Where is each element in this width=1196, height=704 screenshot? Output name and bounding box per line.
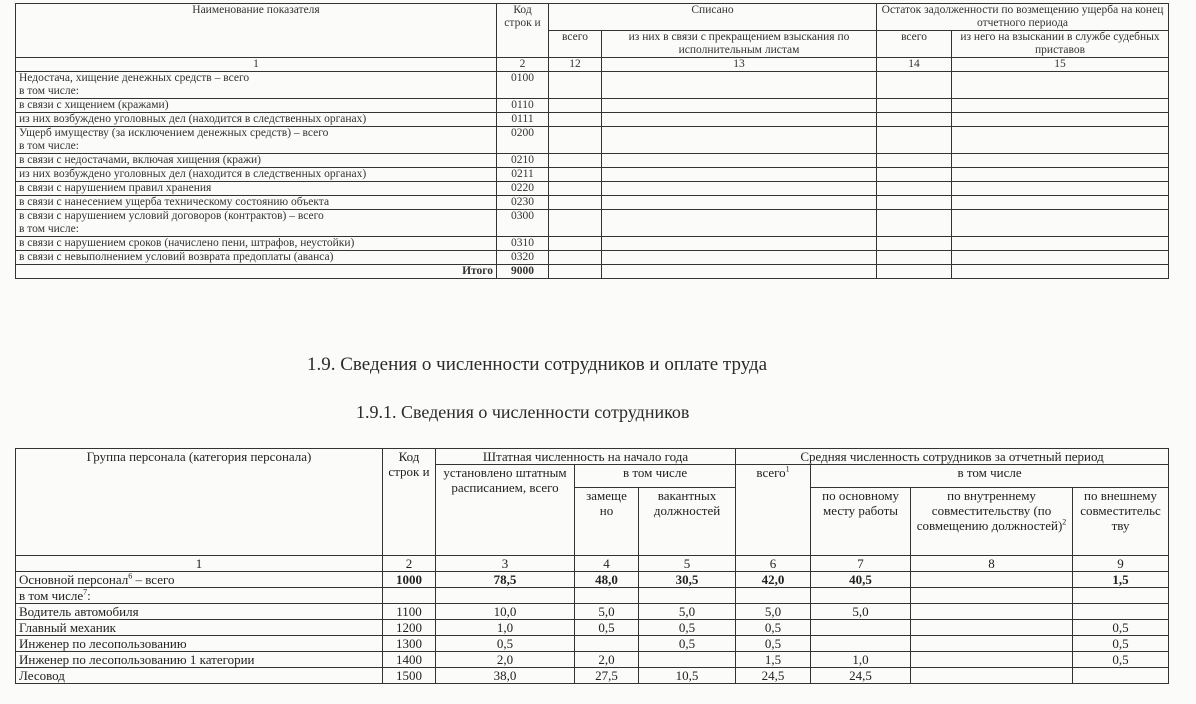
header-row-code: Код строк и bbox=[383, 449, 436, 556]
cell bbox=[952, 127, 1169, 154]
row-name-text: Основной персонал bbox=[19, 572, 129, 587]
cell: 1,5 bbox=[1073, 572, 1169, 588]
cell bbox=[952, 265, 1169, 279]
cell bbox=[911, 620, 1073, 636]
header-row-code: Код строк и bbox=[497, 4, 549, 58]
cell: 0,5 bbox=[639, 636, 736, 652]
cell bbox=[911, 588, 1073, 604]
row-name: в связи с невыполнением условий возврата предоплаты (аванса) bbox=[16, 251, 497, 265]
cell bbox=[952, 196, 1169, 210]
column-numbers-row bbox=[16, 58, 1169, 72]
cell bbox=[952, 182, 1169, 196]
cell bbox=[877, 265, 952, 279]
cell bbox=[549, 113, 602, 127]
cell bbox=[549, 210, 602, 237]
cell: 48,0 bbox=[575, 572, 639, 588]
cell bbox=[602, 168, 877, 182]
cell bbox=[602, 210, 877, 237]
header-remaining-total: всего bbox=[877, 31, 952, 58]
row-name: Инженер по лесопользованию 1 категории bbox=[16, 652, 383, 668]
cell bbox=[736, 588, 811, 604]
total-code: 9000 bbox=[497, 265, 549, 279]
cell bbox=[952, 113, 1169, 127]
row-name-line: в связи с нарушением условий договоров (контрактов) – всего bbox=[19, 210, 324, 222]
row-name: из них возбуждено уголовных дел (находится в следственных органах) bbox=[16, 168, 497, 182]
row-name-line: в том числе: bbox=[19, 223, 79, 235]
cell bbox=[602, 127, 877, 154]
cell: 1,5 bbox=[736, 652, 811, 668]
column-number: 4 bbox=[575, 556, 639, 572]
cell bbox=[602, 196, 877, 210]
cell bbox=[911, 572, 1073, 588]
table-row bbox=[16, 182, 1169, 196]
cell bbox=[811, 636, 911, 652]
footnote-marker: 7 bbox=[83, 587, 88, 597]
cell bbox=[952, 72, 1169, 99]
row-name-line: в том числе: bbox=[19, 140, 79, 152]
row-code: 0211 bbox=[497, 168, 549, 182]
cell bbox=[952, 210, 1169, 237]
cell: 0,5 bbox=[1073, 620, 1169, 636]
column-number: 15 bbox=[952, 58, 1169, 72]
row-name-line: Ущерб имуществу (за исключением денежных средств) – всего bbox=[19, 127, 329, 139]
cell bbox=[549, 182, 602, 196]
row-code: 0100 bbox=[497, 72, 549, 99]
cell bbox=[602, 72, 877, 99]
header-internal bbox=[911, 488, 1073, 556]
row-code: 1000 bbox=[383, 572, 436, 588]
column-number: 3 bbox=[436, 556, 575, 572]
cell bbox=[877, 251, 952, 265]
row-code: 1200 bbox=[383, 620, 436, 636]
row-name-text: в том числе bbox=[19, 588, 84, 603]
row-name: Инженер по лесопользованию bbox=[16, 636, 383, 652]
cell bbox=[602, 251, 877, 265]
cell bbox=[602, 237, 877, 251]
row-name: в связи с нарушением правил хранения bbox=[16, 182, 497, 196]
column-number: 2 bbox=[383, 556, 436, 572]
cell: 10,0 bbox=[436, 604, 575, 620]
cell: 5,0 bbox=[575, 604, 639, 620]
footnote-marker: 6 bbox=[128, 571, 133, 581]
row-code: 0230 bbox=[497, 196, 549, 210]
column-number: 12 bbox=[549, 58, 602, 72]
cell bbox=[549, 265, 602, 279]
cell: 30,5 bbox=[639, 572, 736, 588]
cell: 1,0 bbox=[811, 652, 911, 668]
cell bbox=[911, 636, 1073, 652]
row-name: из них возбуждено уголовных дел (находится в следственных органах) bbox=[16, 113, 497, 127]
row-code: 0320 bbox=[497, 251, 549, 265]
cell: 5,0 bbox=[811, 604, 911, 620]
cell bbox=[877, 113, 952, 127]
column-number: 7 bbox=[811, 556, 911, 572]
row-name-suffix: : bbox=[87, 588, 91, 603]
cell: 5,0 bbox=[736, 604, 811, 620]
table-row bbox=[16, 237, 1169, 251]
cell bbox=[877, 182, 952, 196]
cell bbox=[877, 99, 952, 113]
row-name-line: в том числе: bbox=[19, 85, 79, 97]
table-row bbox=[16, 620, 1169, 636]
subsection-title: 1.9.1. Сведения о численности сотрудников bbox=[356, 402, 690, 422]
cell bbox=[952, 99, 1169, 113]
cell bbox=[1073, 588, 1169, 604]
cell bbox=[575, 636, 639, 652]
header-vacant: вакантных должностей bbox=[639, 488, 736, 556]
row-code: 0310 bbox=[497, 237, 549, 251]
table-row bbox=[16, 72, 1169, 99]
cell bbox=[602, 182, 877, 196]
damage-table bbox=[15, 3, 1169, 279]
header-average-incl: в том числе bbox=[811, 465, 1169, 488]
column-number: 1 bbox=[16, 58, 497, 72]
column-number: 1 bbox=[16, 556, 383, 572]
cell: 2,0 bbox=[575, 652, 639, 668]
column-number: 2 bbox=[497, 58, 549, 72]
cell: 78,5 bbox=[436, 572, 575, 588]
table-row bbox=[16, 113, 1169, 127]
row-name: в связи с нарушением сроков (начислено пени, штрафов, неустойки) bbox=[16, 237, 497, 251]
cell: 5,0 bbox=[639, 604, 736, 620]
cell bbox=[549, 72, 602, 99]
row-name bbox=[16, 72, 497, 99]
header-written-off: Списано bbox=[549, 4, 877, 31]
cell bbox=[877, 72, 952, 99]
table-row bbox=[16, 99, 1169, 113]
table-row bbox=[16, 636, 1169, 652]
row-code: 1500 bbox=[383, 668, 436, 684]
cell bbox=[877, 196, 952, 210]
cell bbox=[602, 265, 877, 279]
row-code: 0210 bbox=[497, 154, 549, 168]
row-name bbox=[16, 210, 497, 237]
row-name: Лесовод bbox=[16, 668, 383, 684]
cell bbox=[549, 251, 602, 265]
cell bbox=[549, 127, 602, 154]
cell bbox=[602, 154, 877, 168]
header-average-total bbox=[736, 465, 811, 556]
column-number: 6 bbox=[736, 556, 811, 572]
row-code: 0111 bbox=[497, 113, 549, 127]
cell: 24,5 bbox=[736, 668, 811, 684]
row-name-line: Недостача, хищение денежных средств – всего bbox=[19, 72, 250, 84]
table-row bbox=[16, 251, 1169, 265]
table-row bbox=[16, 652, 1169, 668]
row-name bbox=[16, 127, 497, 154]
table-row bbox=[16, 154, 1169, 168]
table-row bbox=[16, 210, 1169, 237]
header-internal-text: по внутреннему совместительству (по совмещению должностей) bbox=[916, 488, 1063, 534]
header-staff-count: Штатная численность на начало года bbox=[436, 449, 736, 465]
total-label: Итого bbox=[16, 265, 497, 279]
cell bbox=[1073, 668, 1169, 684]
cell bbox=[877, 210, 952, 237]
cell bbox=[575, 588, 639, 604]
column-number: 14 bbox=[877, 58, 952, 72]
footnote-marker: 1 bbox=[785, 464, 790, 474]
cell bbox=[639, 588, 736, 604]
total-row bbox=[16, 265, 1169, 279]
cell bbox=[911, 604, 1073, 620]
cell bbox=[549, 196, 602, 210]
footnote-marker: 2 bbox=[1062, 518, 1067, 528]
cell: 0,5 bbox=[736, 636, 811, 652]
column-number: 13 bbox=[602, 58, 877, 72]
header-average-count: Средняя численность сотрудников за отчетный период bbox=[736, 449, 1169, 465]
cell: 2,0 bbox=[436, 652, 575, 668]
table-row bbox=[16, 127, 1169, 154]
header-written-off-enforcement: из них в связи с прекращением взыскания по исполнительным листам bbox=[602, 31, 877, 58]
cell bbox=[549, 99, 602, 113]
header-average-total-text: всего bbox=[756, 465, 786, 480]
cell: 40,5 bbox=[811, 572, 911, 588]
header-written-off-total: всего bbox=[549, 31, 602, 58]
row-code: 0220 bbox=[497, 182, 549, 196]
cell bbox=[911, 652, 1073, 668]
row-code: 1100 bbox=[383, 604, 436, 620]
header-indicator-name: Наименование показателя bbox=[16, 4, 497, 58]
cell bbox=[602, 113, 877, 127]
table-row bbox=[16, 668, 1169, 684]
cell bbox=[811, 588, 911, 604]
cell bbox=[877, 154, 952, 168]
cell bbox=[549, 237, 602, 251]
cell: 0,5 bbox=[1073, 636, 1169, 652]
cell bbox=[549, 168, 602, 182]
row-name: в связи с нанесением ущерба техническому состоянию объекта bbox=[16, 196, 497, 210]
cell bbox=[549, 154, 602, 168]
table-row bbox=[16, 196, 1169, 210]
header-established: установлено штатным расписанием, всего bbox=[436, 465, 575, 556]
cell bbox=[602, 99, 877, 113]
cell: 0,5 bbox=[1073, 652, 1169, 668]
header-staff-incl: в том числе bbox=[575, 465, 736, 488]
main-personnel-row bbox=[16, 572, 1169, 588]
column-number: 9 bbox=[1073, 556, 1169, 572]
table-row bbox=[16, 168, 1169, 182]
cell: 38,0 bbox=[436, 668, 575, 684]
cell bbox=[383, 588, 436, 604]
cell: 0,5 bbox=[736, 620, 811, 636]
cell bbox=[911, 668, 1073, 684]
row-name: в связи с недостачами, включая хищения (кражи) bbox=[16, 154, 497, 168]
cell bbox=[877, 168, 952, 182]
cell: 42,0 bbox=[736, 572, 811, 588]
cell bbox=[952, 251, 1169, 265]
row-code: 0110 bbox=[497, 99, 549, 113]
cell bbox=[811, 620, 911, 636]
cell bbox=[877, 127, 952, 154]
cell bbox=[952, 168, 1169, 182]
row-name bbox=[16, 588, 383, 604]
cell bbox=[1073, 604, 1169, 620]
column-numbers-row bbox=[16, 556, 1169, 572]
cell bbox=[952, 154, 1169, 168]
cell: 0,5 bbox=[436, 636, 575, 652]
column-number: 8 bbox=[911, 556, 1073, 572]
header-personnel-group: Группа персонала (категория персонала) bbox=[16, 449, 383, 556]
cell: 27,5 bbox=[575, 668, 639, 684]
row-name-suffix: – всего bbox=[132, 572, 175, 587]
header-external: по внешнему совместительс тву bbox=[1073, 488, 1169, 556]
including-row bbox=[16, 588, 1169, 604]
header-main-job: по основному месту работы bbox=[811, 488, 911, 556]
cell bbox=[639, 652, 736, 668]
header-remaining-bailiffs: из него на взыскании в службе судебных приставов bbox=[952, 31, 1169, 58]
header-remaining-debt: Остаток задолженности по возмещению ущерба на конец отчетного периода bbox=[877, 4, 1169, 31]
row-code: 0300 bbox=[497, 210, 549, 237]
section-title: 1.9. Сведения о численности сотрудников и оплате труда bbox=[307, 354, 768, 375]
row-code: 0200 bbox=[497, 127, 549, 154]
row-name bbox=[16, 572, 383, 588]
cell bbox=[436, 588, 575, 604]
cell: 0,5 bbox=[639, 620, 736, 636]
row-code: 1300 bbox=[383, 636, 436, 652]
row-name: Главный механик bbox=[16, 620, 383, 636]
column-number: 5 bbox=[639, 556, 736, 572]
cell: 10,5 bbox=[639, 668, 736, 684]
row-name: в связи с хищением (кражами) bbox=[16, 99, 497, 113]
staff-table bbox=[15, 448, 1169, 684]
table-row bbox=[16, 604, 1169, 620]
cell: 1,0 bbox=[436, 620, 575, 636]
header-filled: замеще но bbox=[575, 488, 639, 556]
row-code: 1400 bbox=[383, 652, 436, 668]
cell: 0,5 bbox=[575, 620, 639, 636]
row-name: Водитель автомобиля bbox=[16, 604, 383, 620]
cell: 24,5 bbox=[811, 668, 911, 684]
cell bbox=[877, 237, 952, 251]
cell bbox=[952, 237, 1169, 251]
